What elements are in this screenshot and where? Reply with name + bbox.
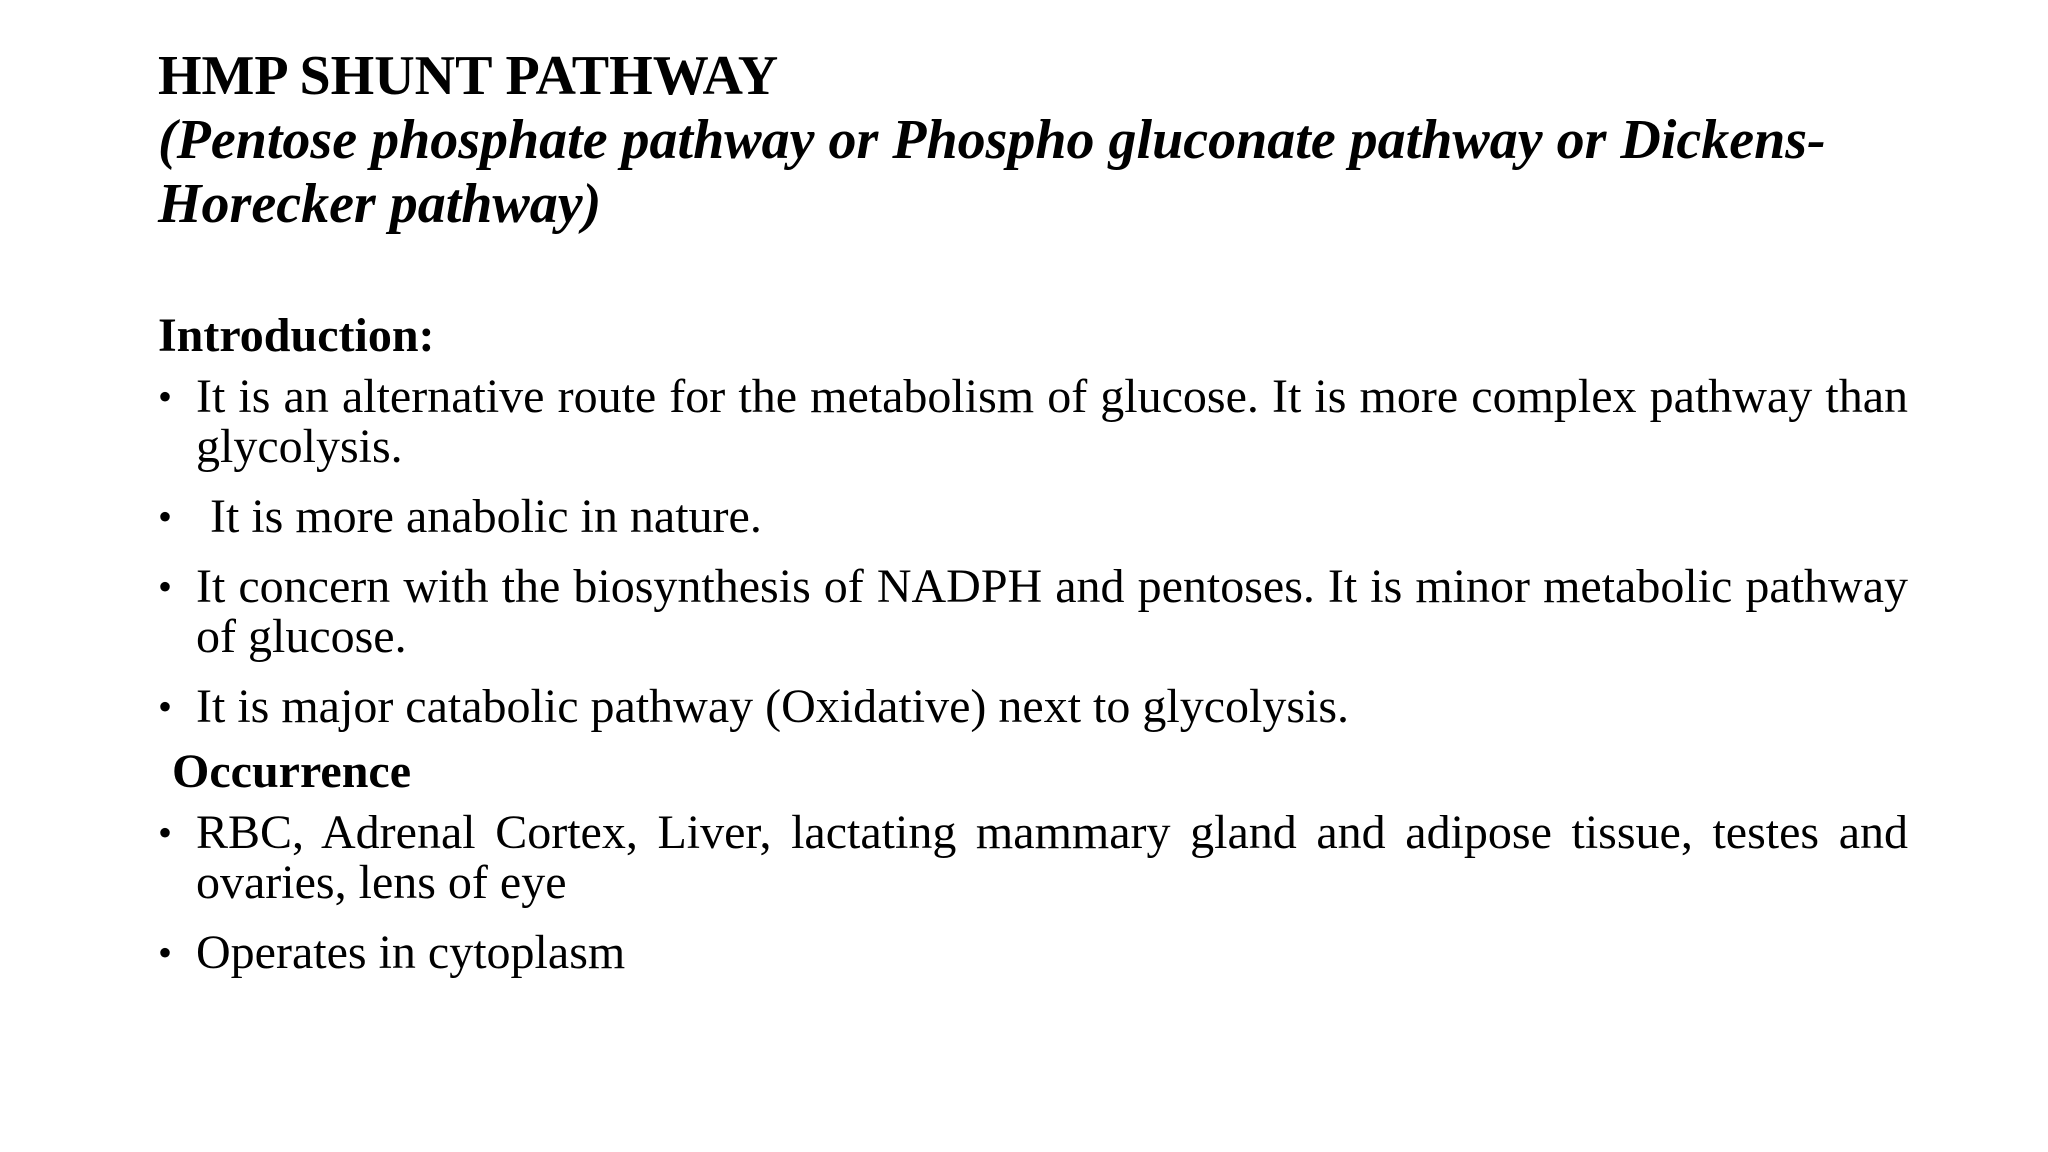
bullet-text: Operates in cytoplasm [196, 926, 626, 979]
bullet-icon: • [158, 374, 173, 419]
occurrence-heading: Occurrence [172, 745, 411, 798]
list-item [158, 372, 1908, 472]
list-item [158, 682, 1908, 732]
bullet-text: RBC, Adrenal Cortex, Liver, lactating mammary gland and adipose tissue, testes and ovaries, lens of eye [196, 806, 1908, 909]
slide-body [158, 308, 1908, 998]
bullet-text: It concern with the biosynthesis of NADPH and pentoses. It is minor metabolic pathway of glucose. [196, 560, 1908, 663]
occurrence-list [158, 808, 1908, 978]
slide-title: HMP SHUNT PATHWAY [158, 45, 779, 107]
list-item [158, 808, 1908, 908]
introduction-heading: Introduction: [158, 309, 435, 362]
bullet-icon: • [158, 684, 173, 729]
bullet-icon: • [158, 810, 173, 855]
bullet-icon: • [158, 494, 173, 539]
bullet-icon: • [158, 930, 173, 975]
list-item [158, 562, 1908, 662]
bullet-text: It is major catabolic pathway (Oxidative) next to glycolysis. [196, 680, 1350, 733]
bullet-icon: • [158, 564, 173, 609]
slide-subtitle: (Pentose phosphate pathway or Phospho gluconate pathway or Dickens-Horecker pathway) [158, 109, 1826, 235]
bullet-text: It is more anabolic in nature. [210, 490, 762, 543]
introduction-list [158, 372, 1908, 732]
title-block [158, 44, 1918, 236]
list-item [158, 928, 1908, 978]
bullet-text: It is an alternative route for the metabolism of glucose. It is more complex pathway than glycolysis. [196, 370, 1908, 473]
list-item [158, 492, 1908, 542]
